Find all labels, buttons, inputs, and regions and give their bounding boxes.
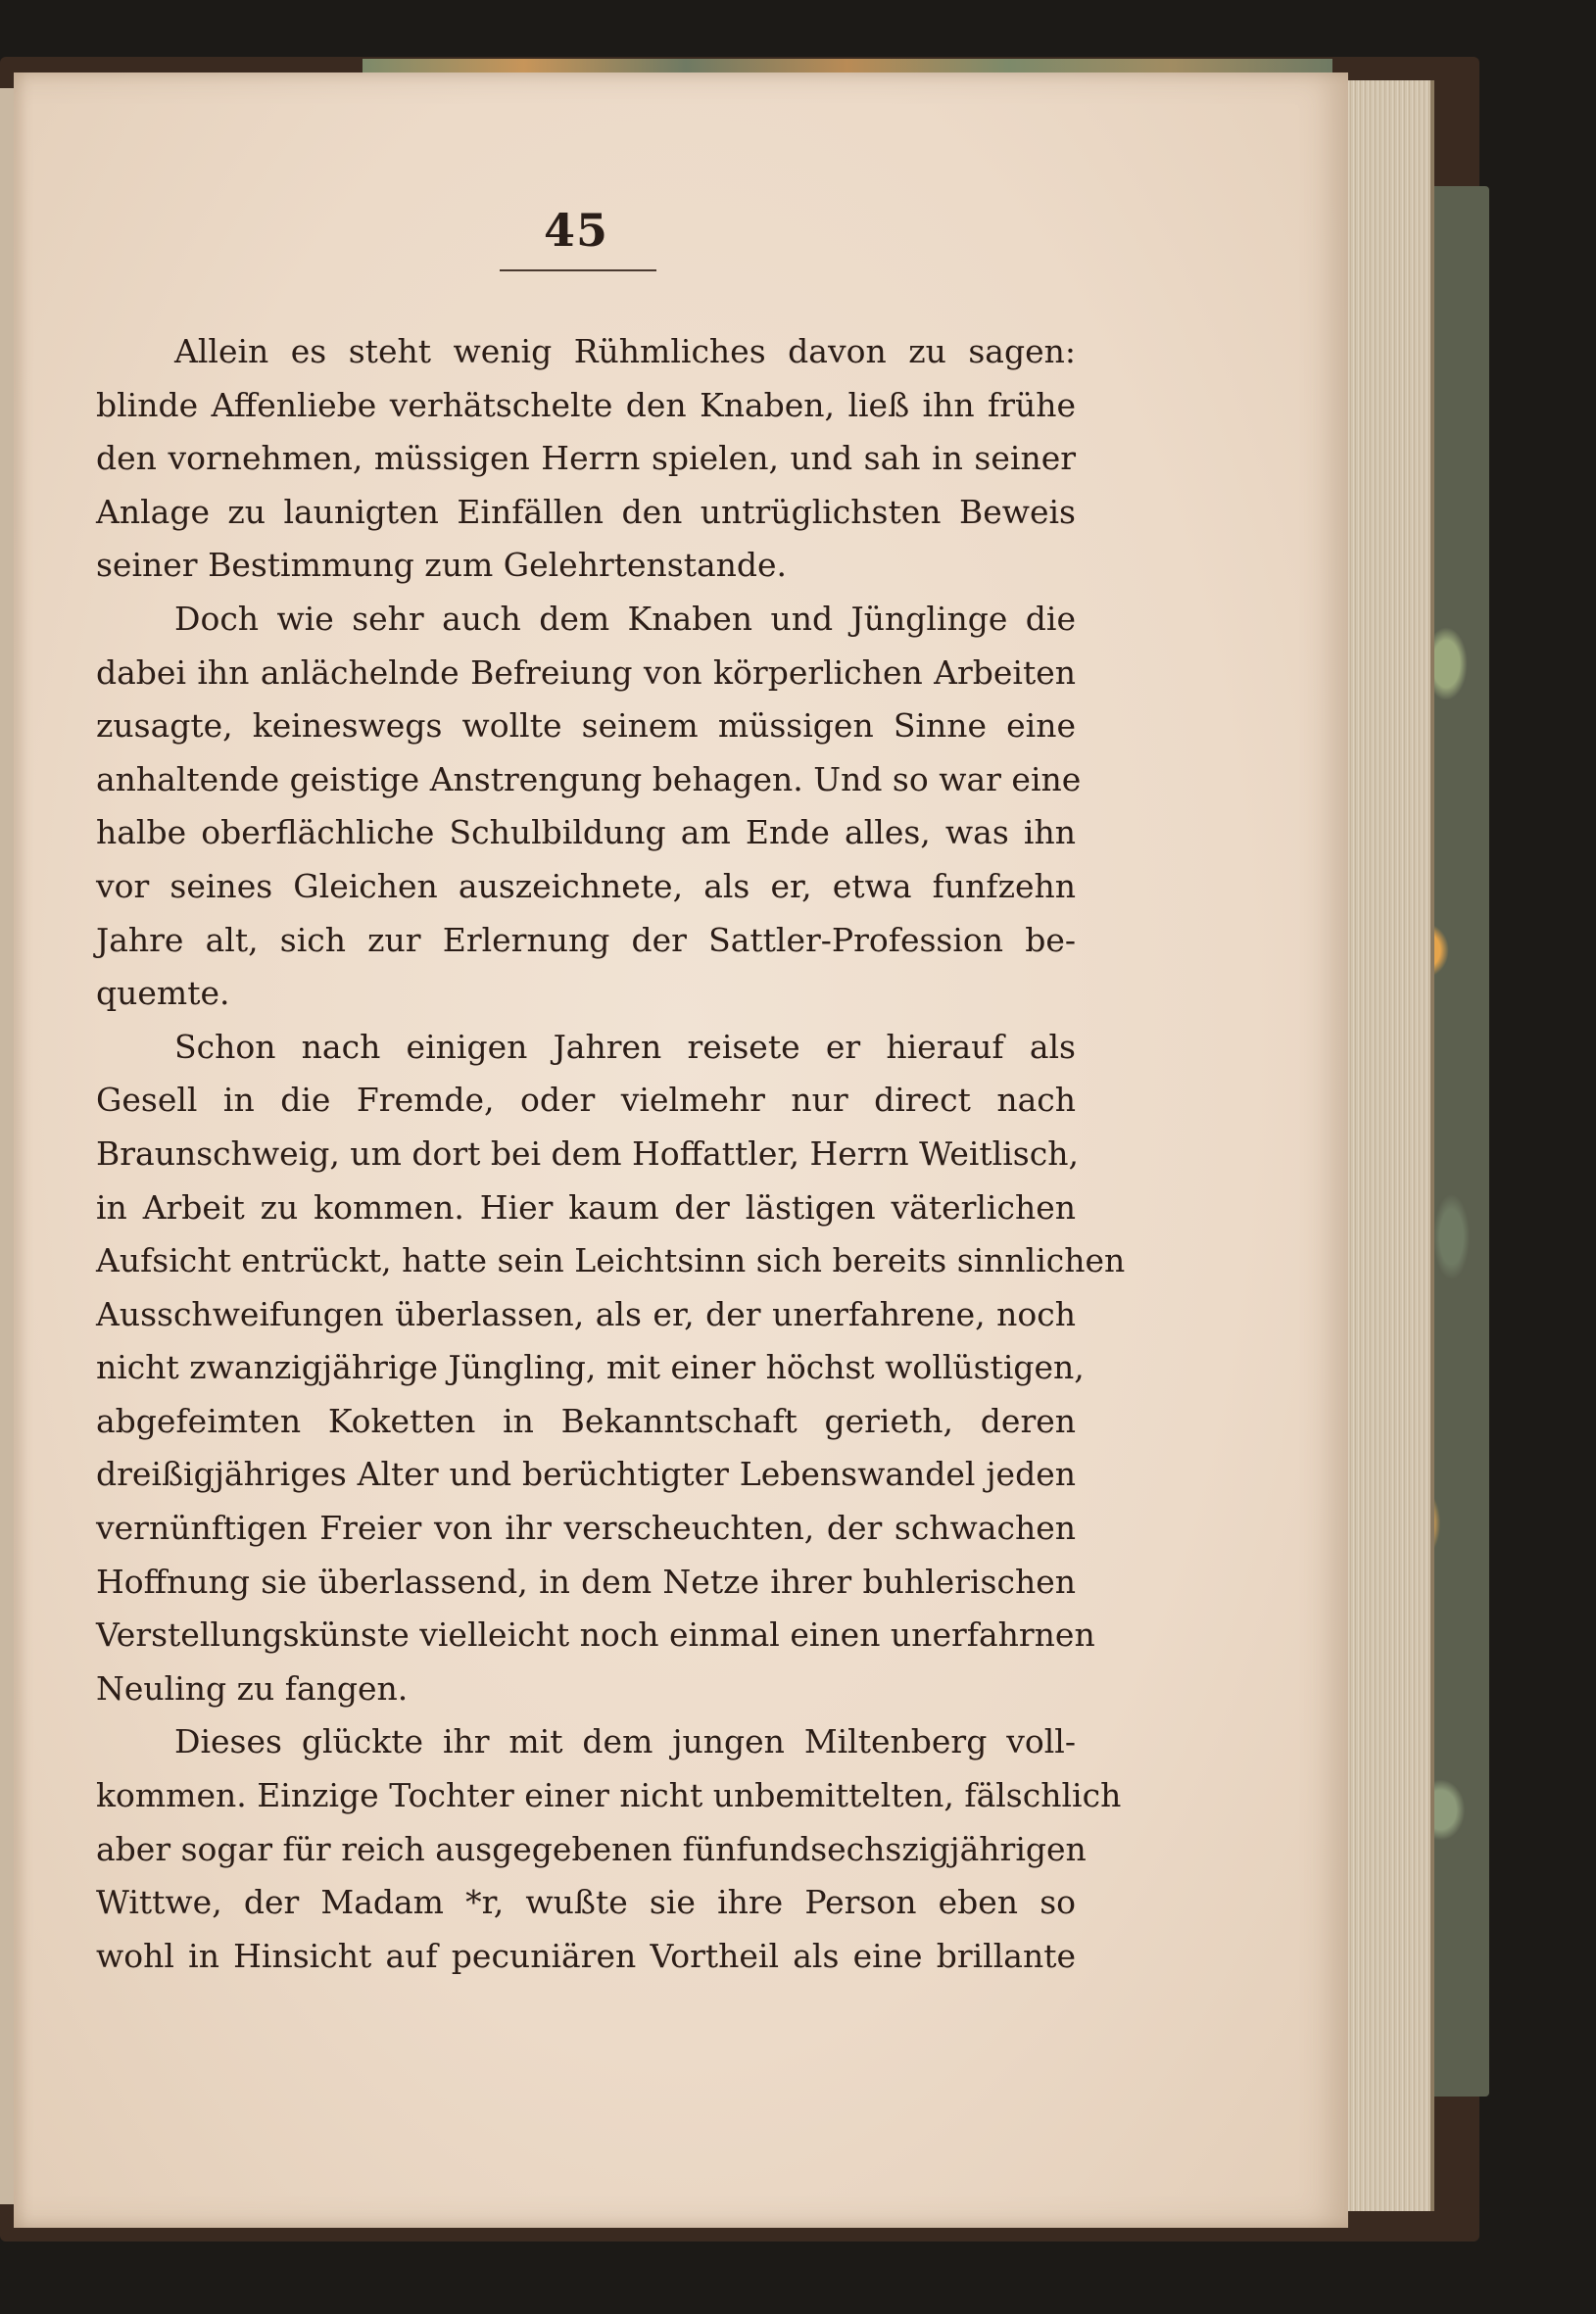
text-line: quemte. [96, 974, 230, 1013]
text-line: Gesell in die Fremde, oder vielmehr nur direct nach [96, 1081, 1076, 1120]
text-line: dreißigjähriges Alter und berüchtigter Lebenswandel jeden [96, 1455, 1076, 1494]
text-line: vor seines Gleichen auszeichnete, als er, etwa funfzehn [96, 866, 1076, 905]
text-line: Aufsicht entrückt, hatte sein Leichtsinn sich bereits sinnlichen [96, 1241, 1126, 1280]
text-line: Verstellungskünste vielleicht noch einmal einen unerfahrnen [96, 1615, 1095, 1655]
body-text [96, 325, 1126, 1983]
text-line: Neuling zu fangen. [96, 1668, 409, 1708]
text-line: nicht zwanzigjährige Jüngling, mit einer höchst wollüstigen, [96, 1348, 1085, 1387]
page-number-rule [500, 269, 656, 271]
text-line: blinde Affenliebe verhätschelte den Knaben, ließ ihn frühe [96, 385, 1076, 424]
text-line: Ausschweifungen überlassen, als er, der unerfahrene, noch [96, 1294, 1076, 1333]
text-line: wohl in Hinsicht auf pecuniären Vortheil als eine brillante [96, 1936, 1076, 1975]
text-line: dabei ihn anlächelnde Befreiung von körperlichen Arbeiten [96, 652, 1076, 692]
text-line: anhaltende geistige Anstrengung behagen. Und so war eine [96, 759, 1082, 798]
text-line: den vornehmen, müssigen Herrn spielen, und sah in seiner [96, 439, 1076, 478]
text-line: Dieses glückte ihr mit dem jungen Miltenberg voll- [174, 1722, 1076, 1761]
text-line: seiner Bestimmung zum Gelehrtenstande. [96, 546, 788, 585]
text-line: Doch wie sehr auch dem Knaben und Jünglinge die [174, 599, 1076, 638]
text-line: Hoffnung sie überlassend, in dem Netze ihrer buhlerischen [96, 1562, 1076, 1601]
text-line: Wittwe, der Madam *r, wußte sie ihre Person eben so [96, 1883, 1076, 1922]
text-line: in Arbeit zu kommen. Hier kaum der lästigen väterlichen [96, 1187, 1076, 1227]
text-line: Allein es steht wenig Rühmliches davon zu sagen: [174, 332, 1076, 370]
text-line: vernünftigen Freier von ihr verscheuchten, der schwachen [96, 1509, 1076, 1548]
text-line: Braunschweig, um dort bei dem Hoffattler, Herrn Weitlisch, [96, 1133, 1079, 1173]
text-line: Schon nach einigen Jahren reisete er hierauf als [174, 1027, 1076, 1066]
text-line: Jahre alt, sich zur Erlernung der Sattler-Profession be- [96, 920, 1076, 959]
text-line: kommen. Einzige Tochter einer nicht unbemittelten, fälschlich [96, 1776, 1122, 1815]
text-line: aber sogar für reich ausgegebenen fünfundsechszigjährigen [96, 1829, 1087, 1868]
text-line: Anlage zu launigten Einfällen den untrüglichsten Beweis [96, 492, 1076, 531]
text-line: zusagte, keineswegs wollte seinem müssigen Sinne eine [96, 706, 1076, 746]
page-number: 45 [543, 204, 608, 257]
text-line: halbe oberflächliche Schulbildung am Ende alles, was ihn [96, 813, 1076, 852]
text-line: abgefeimten Koketten in Bekanntschaft gerieth, deren [96, 1401, 1076, 1440]
